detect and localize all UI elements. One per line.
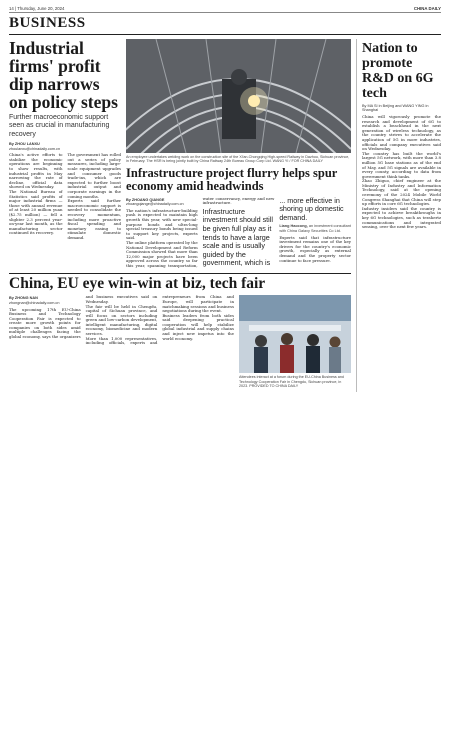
- body-industrial-profits: [9, 153, 121, 240]
- welding-photo-illustration: [126, 39, 351, 153]
- headline-eu-china-fair: China, EU eye win-win at biz, tech fair: [9, 275, 266, 293]
- byline-eu-china-fair: By ZHONG NAN zhongnan@chinadaily.com.cn: [9, 296, 60, 305]
- paragraph: Experts said that infrastructure investment remains one of the key drivers for the country's economic growth, especially as external demand and the property sector continue to face pressure.: [279, 234, 351, 263]
- photo-forum-block: [239, 295, 351, 391]
- paragraph: Experts said further macroeconomic support is needed to consolidate the recovery momentum, including more proactive fiscal spending and monetary easing to stimulate domestic demand.: [67, 198, 121, 240]
- photo-welding-worker: [126, 39, 351, 153]
- story-divider: [9, 273, 351, 274]
- section-header: [9, 15, 441, 32]
- story-6g-tech: [356, 39, 441, 392]
- deck-industrial-profits: Further macroeconomic support seen as crucial in manufacturing recovery: [9, 113, 110, 138]
- headline-6g-tech: Nation to promote R&D on 6G tech: [362, 40, 434, 101]
- story-eu-china-fair: [9, 276, 351, 391]
- page-header: [9, 6, 441, 13]
- byline-6g-tech: By MA SI in Beijing and WANG YING in Shanghai: [362, 103, 429, 113]
- paragraph: Zhao Zhiguo, chief engineer at the Ministry of Industry and Information Technology, said at the opening ceremony of the 2024 Mobile World Congress Shanghai that China will step up efforts in core 6G technologies.: [362, 178, 441, 207]
- body-eu-china-fair: [9, 295, 234, 391]
- section-rule: [9, 34, 441, 35]
- byline-industrial-profits: By ZHOU LANXU zhoulanxu@chinadaily.com.cn: [9, 142, 61, 151]
- paragraph: China's active efforts to stabilize the economic operations are beginning to show results, with industrial profits in May narrowing the rate of decline, official data showed on Wednesday.: [9, 152, 63, 190]
- body-infrastructure: [126, 197, 351, 269]
- page-number-date: 14 | Thursday, June 20, 2024: [9, 6, 65, 11]
- pull-quote: Infrastructure investment should still be given full play as it tends to have a large scale and is usually guided by the government, which is ... more effective in shoring up domestic demand. Liang Haocong, an investment consultant with China Galaxy Securities Co Ltd.: [202, 195, 351, 268]
- paragraph: More than 1,000 representatives, including officials, experts and entrepreneurs from China and Europe, will participate in matchmaking sessions and business negotiations during the event.: [85, 294, 234, 346]
- byline-infrastructure: By ZHOANG QIANGE zhoangqiange@chinadaily.com.cn: [126, 197, 184, 207]
- headline-industrial-profits: Industrial firms' profit dip narrows on policy steps: [9, 37, 118, 112]
- masthead-small: CHINA DAILY: [413, 6, 441, 11]
- paragraph: The National Bureau of Statistics said profits of major industrial firms — those with annual revenue of at least 20 million yuan ($2.75 million) — fell a slighter 2.3 percent year-on-year last month, as the manufacturing sector continued its recovery.: [9, 188, 63, 236]
- paragraph: The country has built the world's largest 5G network, with more than 3.8 million 5G base stations as of the end of May, and 5G signals are available in every county, according to data from government think tanks.: [362, 150, 441, 179]
- story-industrial-profits: [9, 39, 121, 269]
- headline-infrastructure: Infrastructure project flurry helps spur economy amid headwinds: [126, 165, 338, 194]
- story-infrastructure: [126, 39, 351, 269]
- paragraph: The nation's infrastructure-building push is expected to maintain high growth this year, with new special-purpose bonds and ultra-long special treasury bonds being issued to support key projects, experts said.: [126, 207, 198, 241]
- paragraph: Business leaders from both sides said deepening practical cooperation will help stabilize global industrial and supply chains and inject new impetus into the world economy.: [162, 312, 234, 341]
- section-name: BUSINESS: [9, 15, 86, 31]
- paragraph: The government has rolled out a series of policy measures, including large-scale equipment upgrades and consumer goods trade-ins, which are expected to further boost industrial output and corporate earnings in the coming months.: [67, 152, 121, 199]
- photo-caption-forum: Attendees interact at a forum during the EU-China Business and Technology Cooperation Fair in Chengdu, Sichuan province, in 2023. PROVIDED TO CHINA DAILY: [239, 375, 344, 389]
- photo-caption-welding: An employee undertakes welding work on the construction site of the Xi'an-Chongqing High-speed Railway in Dazhou, Sichuan province, in February. The HSR is being jointly built by China Railway 24th Bureau Group Corp Ltd. WANG YI / FOR CHINA DAILY: [126, 154, 350, 164]
- paragraph: The upcoming 17th EU-China Business and Technology Cooperation Fair is expected to create more growth points for companies on both sides amid multiple challenges facing the global economy, says the organizers and business executives said on Wednesday.: [9, 294, 158, 340]
- forum-photo-illustration: [239, 295, 351, 373]
- paragraph: The fair will be held in Chengdu, capital of Sichuan province, and will focus on sectors including green and low-carbon development, intelligent manufacturing, digital economy, biomedicine and modern services.: [85, 303, 158, 337]
- paragraph: Industry insiders said the country is expected to achieve breakthroughs in key 6G technologies, such as terahertz communications and integrated sensing, over the next few years.: [362, 205, 441, 230]
- paragraph: The online platform operated by the National Development and Reform Commission showed that more than 12,000 major projects have been approved across the country so far this year, spanning transportation, water conservancy, energy and new infrastructure.: [126, 195, 275, 268]
- paragraph: China will vigorously promote the research and development of 6G to establish a beachhead in the next generation of wireless technology, as the country strives to accelerate the application of 5G in more industries, officials and company executives said on Wednesday.: [362, 113, 441, 152]
- main-area: [9, 39, 351, 392]
- photo-forum-attendees: [239, 295, 351, 373]
